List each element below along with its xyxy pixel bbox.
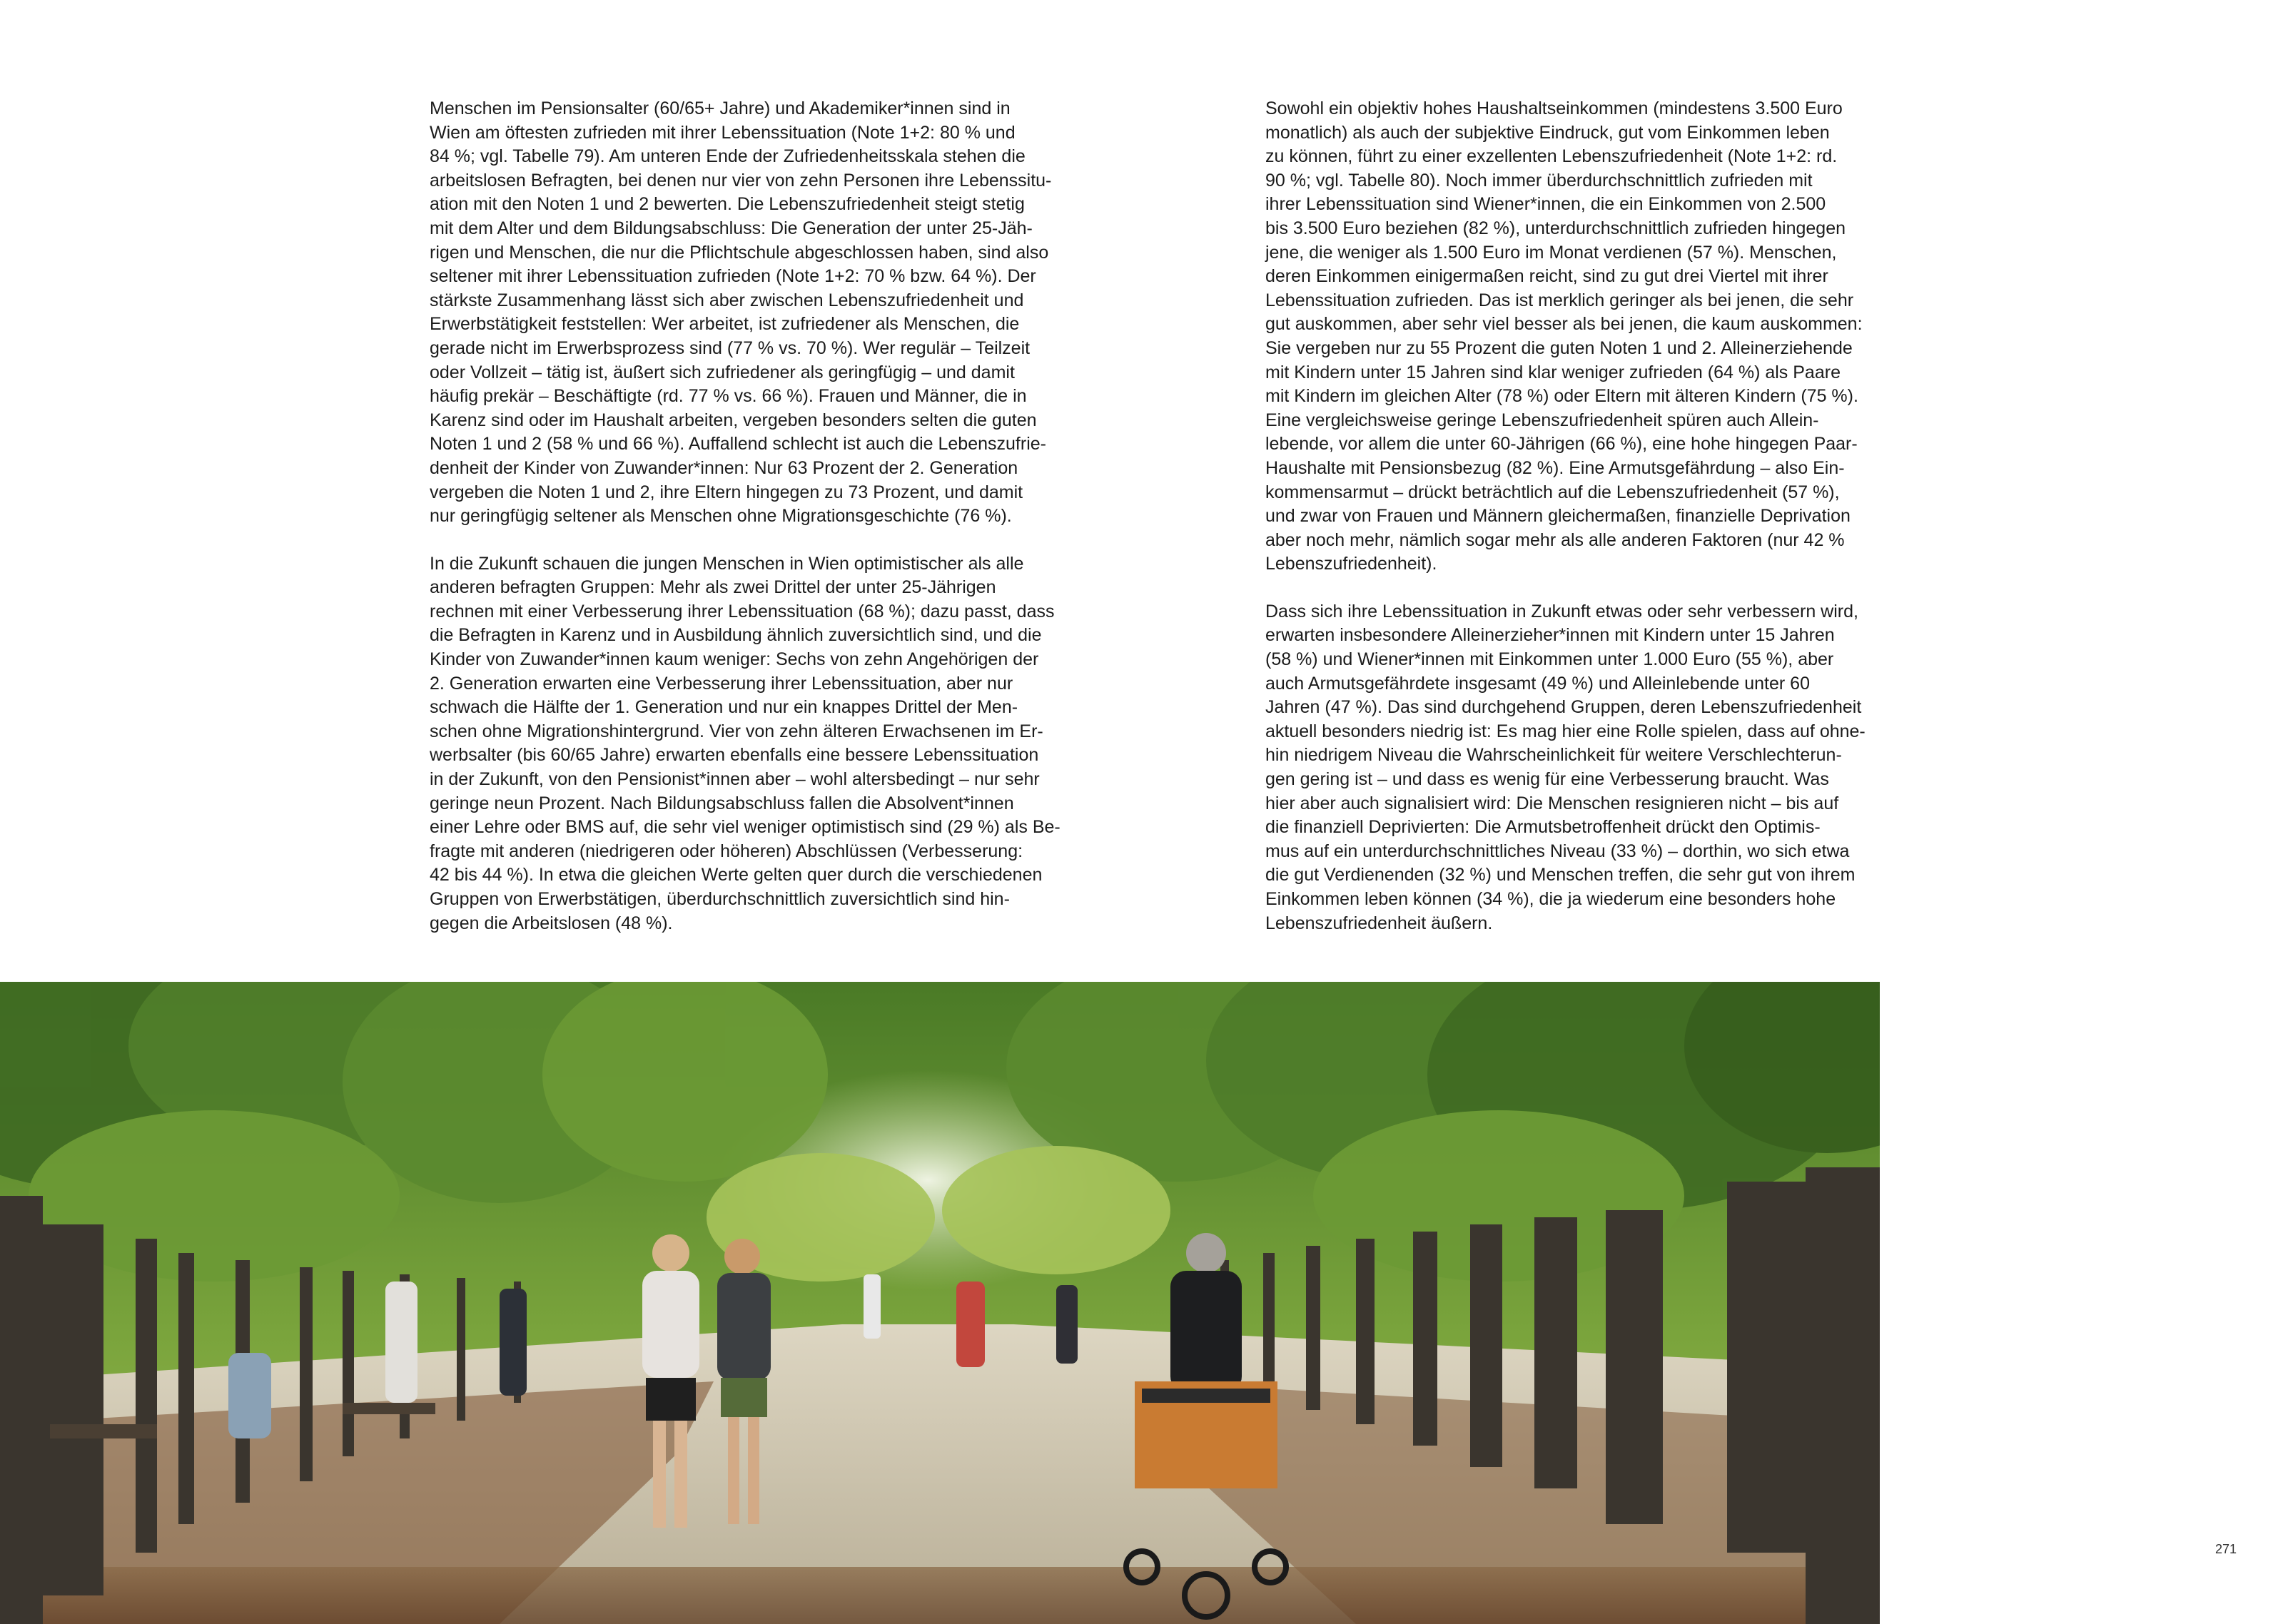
photo-illustration — [0, 982, 1880, 1624]
left-text-column — [430, 97, 1061, 959]
text-line: rigen und Menschen, die nur die Pflichtschule abgeschlossen haben, sind also — [430, 242, 1049, 263]
text-line: Sie vergeben nur zu 55 Prozent die guten Noten 1 und 2. Alleinerziehende — [1265, 338, 1853, 358]
text-line: Jahren (47 %). Das sind durchgehend Gruppen, deren Lebenszufriedenheit — [1265, 697, 1862, 718]
text-line: jene, die weniger als 1.500 Euro im Monat verdienen (57 %). Menschen, — [1265, 242, 1837, 263]
right-text-column — [1265, 97, 1893, 959]
text-line: 84 %; vgl. Tabelle 79). Am unteren Ende der Zufriedenheitsskala stehen die — [430, 146, 1026, 167]
text-line: Noten 1 und 2 (58 % und 66 %). Auffallend schlecht ist auch die Lebenszufrie- — [430, 434, 1046, 455]
text-line: oder Vollzeit – tätig ist, äußert sich zufriedener als geringfügig – und damit — [430, 362, 1015, 382]
text-line: Eine vergleichsweise geringe Lebenszufriedenheit spüren auch Allein- — [1265, 410, 1819, 430]
text-line: gegen die Arbeitslosen (48 %). — [430, 913, 673, 933]
text-line: 2. Generation erwarten eine Verbesserung ihrer Lebenssituation, aber nur — [430, 673, 1013, 694]
text-line: gerade nicht im Erwerbsprozess sind (77 % vs. 70 %). Wer regulär – Teilzeit — [430, 338, 1031, 358]
text-line: 90 %; vgl. Tabelle 80). Noch immer überdurchschnittlich zufrieden mit — [1265, 170, 1813, 191]
text-line: die finanziell Deprivierten: Die Armutsbetroffenheit drückt den Optimis- — [1265, 817, 1821, 838]
text-line: anderen befragten Gruppen: Mehr als zwei Drittel der unter 25-Jährigen — [430, 577, 996, 598]
text-line: (58 %) und Wiener*innen mit Einkommen unter 1.000 Euro (55 %), aber — [1265, 649, 1834, 670]
text-line: auch Armutsgefährdete insgesamt (49 %) und Alleinlebende unter 60 — [1265, 673, 1810, 694]
right-paragraph-2 — [1265, 600, 1893, 935]
text-line: mus auf ein unterdurchschnittliches Niveau (33 %) – dorthin, wo sich etwa — [1265, 841, 1850, 861]
text-line: Erwerbstätigkeit feststellen: Wer arbeitet, ist zufriedener als Menschen, die — [430, 314, 1020, 335]
page-number: 271 — [2215, 1542, 2237, 1556]
text-line: geringe neun Prozent. Nach Bildungsabschluss fallen die Absolvent*innen — [430, 793, 1014, 813]
text-line: hin niedrigem Niveau die Wahrscheinlichkeit für weitere Verschlechterun- — [1265, 745, 1842, 766]
text-line: monatlich) als auch der subjektive Eindruck, gut vom Einkommen leben — [1265, 122, 1830, 143]
text-line: gen gering ist – und dass es wenig für eine Verbesserung braucht. Was — [1265, 769, 1829, 790]
text-line: aber noch mehr, nämlich sogar mehr als alle anderen Faktoren (nur 42 % — [1265, 529, 1845, 550]
text-line: 42 bis 44 %). In etwa die gleichen Werte gelten quer durch die verschiedenen — [430, 865, 1043, 885]
text-line: Lebenszufriedenheit äußern. — [1265, 913, 1493, 933]
text-line: Lebenszufriedenheit). — [1265, 554, 1437, 574]
text-line: Dass sich ihre Lebenssituation in Zukunft etwas oder sehr verbessern wird, — [1265, 601, 1858, 621]
leaf-foreground — [0, 1567, 1880, 1624]
text-line: schen ohne Migrationshintergrund. Vier von zehn älteren Erwachsenen im Er- — [430, 721, 1043, 741]
text-line: mit dem Alter und dem Bildungsabschluss: Die Generation der unter 25-Jäh- — [430, 218, 1033, 238]
text-line: Sowohl ein objektiv hohes Haushaltseinkommen (mindestens 3.500 Euro — [1265, 98, 1843, 118]
text-line: in der Zukunft, von den Pensionist*innen aber – wohl altersbedingt – nur sehr — [430, 769, 1040, 790]
text-line: ihrer Lebenssituation sind Wiener*innen, die ein Einkommen von 2.500 — [1265, 194, 1826, 215]
text-line: In die Zukunft schauen die jungen Menschen in Wien optimistischer als alle — [430, 553, 1024, 574]
text-line: arbeitslosen Befragten, bei denen nur vier von zehn Personen ihre Lebenssitu- — [430, 170, 1052, 191]
text-line: ation mit den Noten 1 und 2 bewerten. Die Lebenszufriedenheit steigt stetig — [430, 194, 1025, 215]
text-line: häufig prekär – Beschäftigte (rd. 77 % vs. 66 %). Frauen und Männer, die in — [430, 386, 1027, 407]
text-line: die gut Verdienenden (32 %) und Menschen treffen, die sehr gut von ihrem — [1265, 865, 1856, 885]
text-line: gut auskommen, aber sehr viel besser als bei jenen, die kaum auskommen: — [1265, 314, 1863, 335]
left-paragraph-2 — [430, 552, 1061, 936]
text-line: Lebenssituation zufrieden. Das ist merklich geringer als bei jenen, die sehr — [1265, 290, 1854, 310]
text-line: denheit der Kinder von Zuwander*innen: Nur 63 Prozent der 2. Generation — [430, 457, 1018, 478]
park-avenue-photo — [0, 982, 1880, 1624]
text-line: werbsalter (bis 60/65 Jahre) erwarten ebenfalls eine bessere Lebenssituation — [430, 745, 1039, 766]
text-line: und zwar von Frauen und Männern gleichermaßen, finanzielle Deprivation — [1265, 506, 1851, 527]
left-paragraph-1 — [430, 97, 1058, 529]
text-line: Kinder von Zuwander*innen kaum weniger: Sechs von zehn Angehörigen der — [430, 649, 1039, 670]
text-line: zu können, führt zu einer exzellenten Lebenszufriedenheit (Note 1+2: rd. — [1265, 146, 1838, 167]
text-line: einer Lehre oder BMS auf, die sehr viel weniger optimistisch sind (29 %) als Be- — [430, 817, 1061, 838]
text-line: Einkommen leben können (34 %), die ja wiederum eine besonders hohe — [1265, 889, 1836, 909]
text-line: fragte mit anderen (niedrigeren oder höheren) Abschlüssen (Verbesserung: — [430, 841, 1023, 861]
text-line: Gruppen von Erwerbstätigen, überdurchschnittlich zuversichtlich sind hin- — [430, 889, 1010, 909]
text-line: deren Einkommen einigermaßen reicht, sind zu gut drei Viertel mit ihrer — [1265, 266, 1828, 287]
text-line: Menschen im Pensionsalter (60/65+ Jahre) und Akademiker*innen sind in — [430, 98, 1011, 118]
text-line: rechnen mit einer Verbesserung ihrer Lebenssituation (68 %); dazu passt, dass — [430, 601, 1055, 621]
right-paragraph-1 — [1265, 97, 1893, 577]
text-line: mit Kindern im gleichen Alter (78 %) oder Eltern mit älteren Kindern (75 %). — [1265, 386, 1858, 407]
text-line: erwarten insbesondere Alleinerzieher*innen mit Kindern unter 15 Jahren — [1265, 625, 1835, 646]
text-line: hier aber auch signalisiert wird: Die Menschen resignieren nicht – bis auf — [1265, 793, 1839, 813]
text-line: bis 3.500 Euro beziehen (82 %), unterdurchschnittlich zufrieden hingegen — [1265, 218, 1846, 238]
text-line: lebende, vor allem die unter 60-Jährigen (66 %), eine hohe hingegen Paar- — [1265, 434, 1858, 455]
text-line: aktuell besonders niedrig ist: Es mag hier eine Rolle spielen, dass auf ohne- — [1265, 721, 1866, 741]
text-line: Wien am öftesten zufrieden mit ihrer Lebenssituation (Note 1+2: 80 % und — [430, 122, 1016, 143]
text-line: stärkste Zusammenhang lässt sich aber zwischen Lebenszufriedenheit und — [430, 290, 1024, 310]
text-line: seltener mit ihrer Lebenssituation zufrieden (Note 1+2: 70 % bzw. 64 %). Der — [430, 266, 1036, 287]
text-line: die Befragten in Karenz und in Ausbildung ähnlich zuversichtlich sind, und die — [430, 625, 1042, 646]
text-line: Karenz sind oder im Haushalt arbeiten, vergeben besonders selten die guten — [430, 410, 1037, 430]
text-line: Haushalte mit Pensionsbezug (82 %). Eine Armutsgefährdung – also Ein- — [1265, 457, 1845, 478]
text-line: mit Kindern unter 15 Jahren sind klar weniger zufrieden (64 %) als Paare — [1265, 362, 1841, 382]
text-line: nur geringfügig seltener als Menschen ohne Migrationsgeschichte (76 %). — [430, 506, 1012, 527]
text-line: schwach die Hälfte der 1. Generation und nur ein knappes Drittel der Men- — [430, 697, 1018, 718]
text-line: vergeben die Noten 1 und 2, ihre Eltern hingegen zu 73 Prozent, und damit — [430, 482, 1023, 502]
text-line: kommensarmut – drückt beträchtlich auf die Lebenszufriedenheit (57 %), — [1265, 482, 1840, 502]
